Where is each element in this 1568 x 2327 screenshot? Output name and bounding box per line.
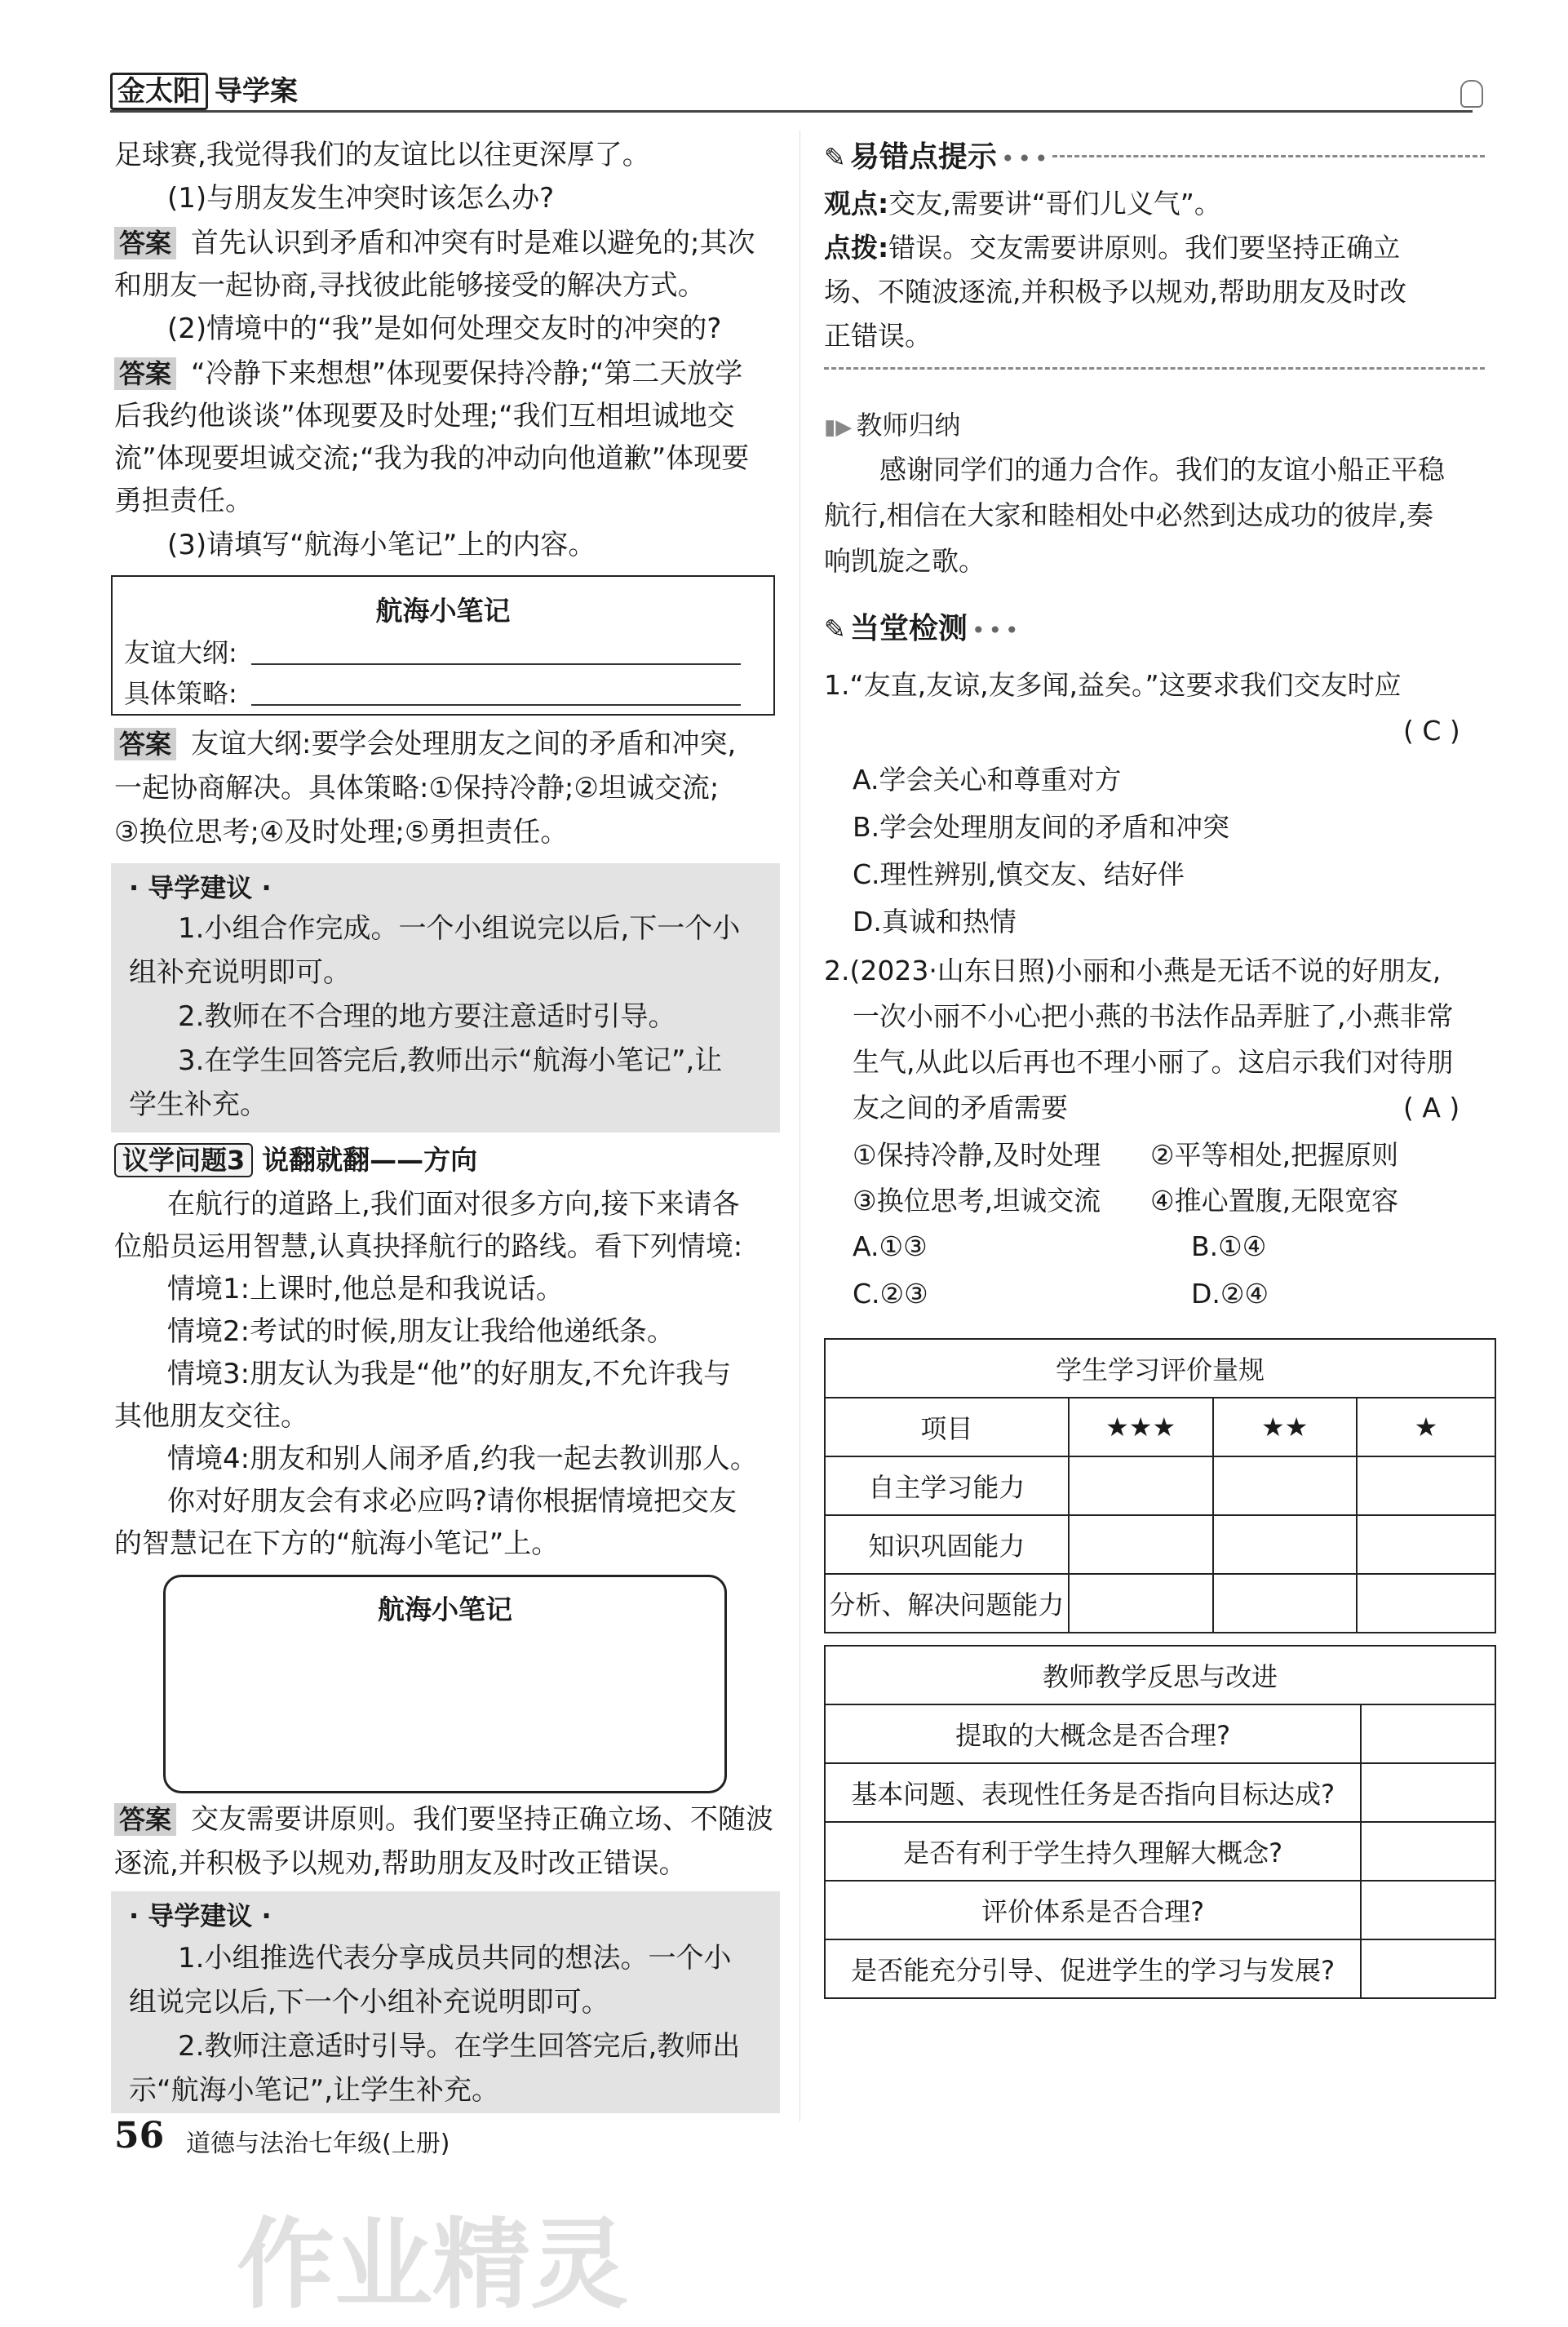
answer-2-line-2: 后我约他谈谈”体现要及时处理;“我们互相坦诚地交 [114,400,735,432]
answer-label: 答案 [114,1803,176,1836]
study-guide-1-line-3: 2.教师在不合理的地方要注意适时引导。 [178,1000,676,1033]
note-title: 航海小笔记 [378,1593,512,1625]
answer-label: 答案 [114,728,176,760]
brand-series: 导学案 [215,75,298,108]
reflection-cell[interactable] [1361,1939,1495,1998]
dots-decoration: ••• [972,617,1022,644]
evaluation-row-label: 知识巩固能力 [825,1515,1069,1574]
error-tip-heading [824,134,1052,175]
evaluation-header-item: 项目 [825,1398,1069,1456]
check-q2-option-b: B.①④ [1191,1230,1267,1262]
issue-title: 说翻就翻——方向 [262,1144,478,1176]
prompt-line-2: 的智慧记在下方的“航海小笔记”上。 [114,1527,560,1560]
book-icon: ▮▶ [824,415,853,440]
teacher-reflection-table [824,1645,1496,1999]
issue-tag: 议学问题3 [114,1143,253,1177]
paragraph-continuation: 足球赛,我觉得我们的友谊比以往更深厚了。 [114,139,650,171]
issue-intro-line-1: 在航行的道路上,我们面对很多方向,接下来请各 [167,1188,740,1221]
in-class-check-title: 当堂检测 [849,612,968,645]
check-q1-stem: 1.“友直,友谅,友多闻,益矣。”这要求我们交友时应 [824,669,1402,701]
answer-3-line-1: 答案 友谊大纲:要学会处理朋友之间的矛盾和冲突, [114,728,736,760]
study-guide-1-line-5: 学生补充。 [129,1088,268,1121]
evaluation-cell[interactable] [1213,1456,1357,1515]
reflection-cell[interactable] [1361,1822,1495,1881]
check-q2-answer: ( A ) [1403,1092,1460,1124]
answer-label: 答案 [114,227,176,259]
evaluation-cell[interactable] [1357,1456,1495,1515]
question-2: (2)情境中的“我”是如何处理交友时的冲突的? [167,312,722,345]
check-q2-option-c: C.②③ [853,1278,928,1310]
evaluation-row-label: 分析、解决问题能力 [825,1574,1069,1633]
book-title: 道德与法治七年级(上册) [186,2130,450,2158]
evaluation-cell[interactable] [1069,1574,1213,1633]
evaluation-cell[interactable] [1069,1456,1213,1515]
scenario-1: 情境1:上课时,他总是和我说话。 [167,1273,564,1305]
error-tip-line-3: 正错误。 [824,320,932,352]
reflection-question: 是否能充分引导、促进学生的学习与发展? [825,1939,1361,1998]
study-guide-2-line-4: 示“航海小笔记”,让学生补充。 [129,2074,500,2107]
check-q1-answer: ( C ) [1403,715,1460,747]
teacher-summary-heading [824,405,960,442]
teacher-summary-tag: 教师归纳 [856,410,961,441]
reflection-cell[interactable] [1361,1881,1495,1939]
answer-3-line-3: ③换位思考;④及时处理;⑤勇担责任。 [114,816,569,849]
brand-logo: 金太阳 [110,73,208,110]
check-q2-option-a: A.①③ [853,1230,928,1262]
check-q1-option-d: D.真诚和热情 [853,906,1017,937]
teacher-summary-line-3: 响凯旋之歌。 [824,545,986,577]
question-1: (1)与朋友发生冲突时该怎么办? [167,182,555,215]
scenario-3-line-1: 情境3:朋友认为我是“他”的好朋友,不允许我与 [167,1358,732,1390]
check-q2-line-4: 友之间的矛盾需要 [853,1092,1068,1124]
reflection-cell[interactable] [1361,1704,1495,1763]
issue-intro-line-2: 位船员运用智慧,认真抉择航行的路线。看下列情境: [114,1230,743,1263]
check-q2-item-1: ①保持冷静,及时处理 [853,1139,1101,1171]
header-rule [110,110,1473,113]
evaluation-table-title: 学生学习评价量规 [825,1339,1495,1398]
answer-4-line-2: 逐流,并积极予以规劝,帮助朋友及时改正错误。 [114,1847,687,1880]
prompt-line-1: 你对好朋友会有求必应吗?请你根据情境把交友 [167,1485,737,1518]
error-tip-title: 易错点提示 [849,140,997,174]
reflection-cell[interactable] [1361,1763,1495,1822]
answer-4-line-1: 答案 交友需要讲原则。我们要坚持正确立场、不随波 [114,1803,773,1836]
note-field-strategy-line[interactable] [251,704,741,706]
study-guide-title: · 导学建议 · [129,872,272,903]
answer-2-line-3: 流”体现要坦诚交流;“我为我的冲动向他道歉”体现要 [114,442,750,475]
evaluation-row-label: 自主学习能力 [825,1456,1069,1515]
evaluation-header-three-stars: ★★★ [1069,1398,1213,1456]
study-guide-2-line-3: 2.教师注意适时引导。在学生回答完后,教师出 [178,2030,741,2063]
evaluation-cell[interactable] [1213,1574,1357,1633]
error-tip-line-2: 场、不随波逐流,并积极予以规劝,帮助朋友及时改 [824,276,1406,308]
note-field-strategy-label: 具体策略: [124,678,237,709]
check-q2-line-3: 生气,从此以后再也不理小丽了。这启示我们对待朋 [853,1046,1454,1078]
evaluation-header-one-star: ★ [1357,1398,1495,1456]
teacher-summary-line-1: 感谢同学们的通力合作。我们的友谊小船正平稳 [879,454,1445,485]
teacher-summary-line-2: 航行,相信在大家和睦相处中必然到达成功的彼岸,奏 [824,499,1433,531]
check-q1-option-c: C.理性辨别,慎交友、结好伴 [853,858,1185,890]
study-guide-title: · 导学建议 · [129,1900,272,1931]
pencil-icon: ✎ [824,142,846,173]
navigation-note-box-2[interactable] [163,1575,727,1793]
evaluation-cell[interactable] [1357,1574,1495,1633]
check-q2-option-d: D.②④ [1191,1278,1269,1310]
issue-heading [114,1144,477,1177]
note-field-outline-label: 友谊大纲: [124,637,237,668]
evaluation-cell[interactable] [1213,1515,1357,1574]
lightbulb-icon [1460,80,1483,108]
page-number: 56 [114,2115,165,2156]
study-guide-2-line-1: 1.小组推选代表分享成员共同的想法。一个小 [178,1942,732,1975]
answer-1-line-1: 答案 首先认识到矛盾和冲突有时是难以避免的;其次 [114,227,755,259]
scenario-3-line-2: 其他朋友交往。 [114,1400,308,1433]
in-class-check-heading [824,605,1022,647]
answer-2-line-4: 勇担责任。 [114,485,253,517]
reflection-question: 是否有利于学生持久理解大概念? [825,1822,1361,1881]
navigation-note-box-1 [111,575,775,716]
check-q2-line-2: 一次小丽不小心把小燕的书法作品弄脏了,小燕非常 [853,1000,1454,1032]
check-q2-item-4: ④推心置腹,无限宽容 [1150,1185,1399,1217]
watermark: 作业精灵 [237,2209,628,2322]
answer-2-line-1: 答案 “冷静下来想想”体现要保持冷静;“第二天放学 [114,357,742,390]
check-q2-item-3: ③换位思考,坦诚交流 [853,1185,1101,1217]
error-tip-rule [1052,155,1485,157]
study-guide-1-line-4: 3.在学生回答完后,教师出示“航海小笔记”,让 [178,1044,723,1077]
section-divider [824,367,1485,370]
answer-label: 答案 [114,357,176,390]
error-view: 观点:交友,需要讲“哥们儿义气”。 [824,188,1221,219]
evaluation-header-two-stars: ★★ [1213,1398,1357,1456]
edit-icon: ✎ [824,614,846,645]
note-field-outline-line[interactable] [251,663,741,665]
study-guide-1-line-1: 1.小组合作完成。一个小组说完以后,下一个小 [178,912,741,945]
reflection-table-title: 教师教学反思与改进 [825,1646,1495,1704]
answer-1-line-2: 和朋友一起协商,寻找彼此能够接受的解决方式。 [114,269,706,302]
study-guide-2-line-2: 组说完以后,下一个小组补充说明即可。 [129,1986,609,2019]
question-3: (3)请填写“航海小笔记”上的内容。 [167,529,596,561]
check-q2-item-2: ②平等相处,把握原则 [1150,1139,1399,1171]
scenario-2: 情境2:考试的时候,朋友让我给他递纸条。 [167,1315,675,1348]
error-tip-line-1: 点拨:错误。交友需要讲原则。我们要坚持正确立 [824,232,1401,264]
header-brand [110,69,298,109]
study-guide-1-line-2: 组补充说明即可。 [129,956,351,989]
student-evaluation-table [824,1338,1496,1633]
note-title: 航海小笔记 [375,595,511,627]
answer-3-line-2: 一起协商解决。具体策略:①保持冷静;②坦诚交流; [114,772,720,804]
check-q1-option-b: B.学会处理朋友间的矛盾和冲突 [853,811,1230,843]
reflection-question: 评价体系是否合理? [825,1881,1361,1939]
check-q1-option-a: A.学会关心和尊重对方 [853,764,1122,796]
reflection-question: 基本问题、表现性任务是否指向目标达成? [825,1763,1361,1822]
evaluation-cell[interactable] [1069,1515,1213,1574]
dots-decoration: ••• [1001,145,1052,172]
evaluation-cell[interactable] [1357,1515,1495,1574]
reflection-question: 提取的大概念是否合理? [825,1704,1361,1763]
scenario-4: 情境4:朋友和别人闹矛盾,约我一起去教训那人。 [167,1443,758,1475]
check-q2-line-1: 2.(2023·山东日照)小丽和小燕是无话不说的好朋友, [824,955,1442,986]
